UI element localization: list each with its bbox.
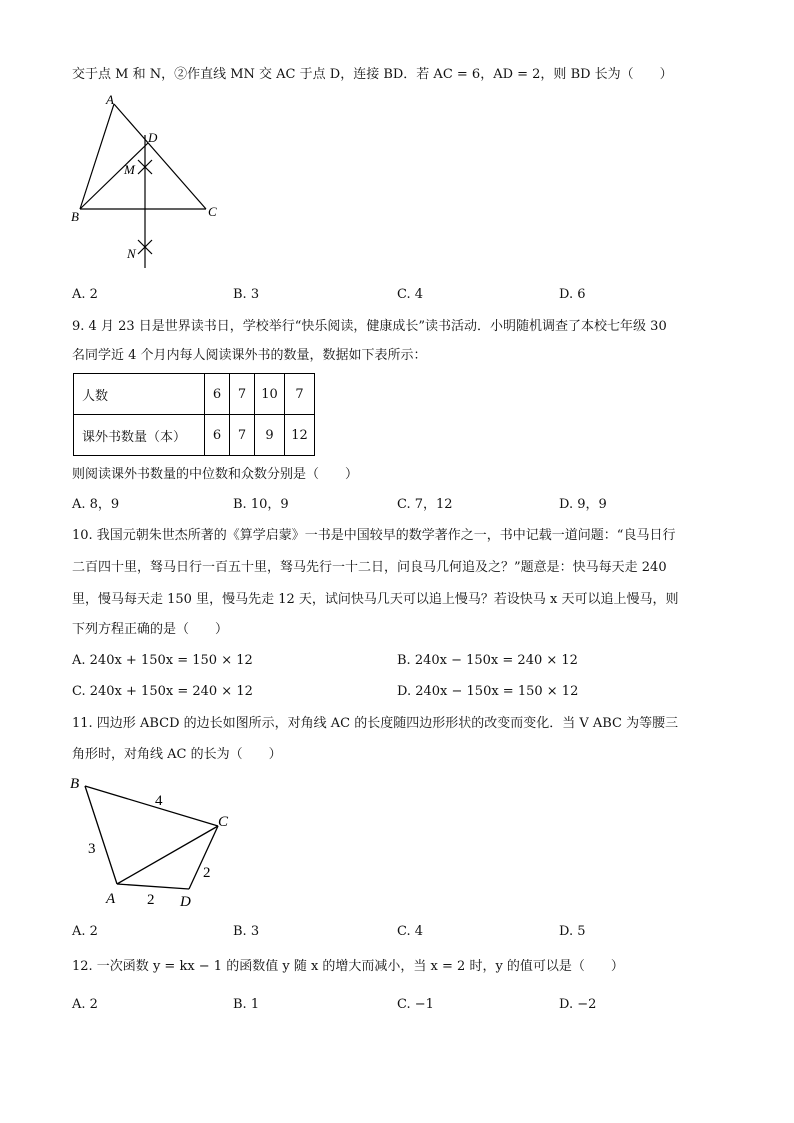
q8-option-c: C. 4 — [397, 287, 424, 302]
label-c: C — [208, 204, 217, 219]
length-ab: 3 — [88, 841, 96, 857]
table-row — [74, 374, 315, 415]
segment-ac — [114, 104, 206, 209]
label-b: B — [70, 776, 80, 792]
q11-option-d: D. 5 — [559, 924, 586, 939]
q8-option-b: B. 3 — [233, 287, 260, 302]
q8-triangle-figure — [60, 90, 240, 275]
q10-option-a: A. 240x + 150x = 150 × 12 — [72, 653, 253, 668]
table-row — [74, 415, 315, 456]
q11-line1: 11. 四边形 ABCD 的边长如图所示，对角线 AC 的长度随四边形形状的改变而变化．当 V ABC 为等腰三 — [72, 716, 679, 731]
label-d: D — [148, 130, 158, 145]
table-cell: 10 — [255, 374, 285, 415]
table-cell: 7 — [230, 374, 255, 415]
q10-line4: 下列方程正确的是（ ） — [72, 622, 229, 637]
q9-stem-line1: 9. 4 月 23 日是世界读书日，学校举行“快乐阅读，健康成长”读书活动．小明随机调查了本校七年级 30 — [72, 319, 667, 334]
q11-option-a: A. 2 — [72, 924, 98, 939]
label-b: B — [71, 209, 79, 224]
q10-option-c: C. 240x + 150x = 240 × 12 — [72, 684, 253, 699]
q8-option-d: D. 6 — [559, 287, 586, 302]
label-m: M — [124, 162, 135, 177]
q12-stem: 12. 一次函数 y = kx − 1 的函数值 y 随 x 的增大而减小，当 x = 2 时，y 的值可以是（ ） — [72, 959, 624, 974]
q12-option-b: B. 1 — [233, 997, 260, 1012]
length-ad: 2 — [147, 892, 155, 908]
reading-data-table — [73, 373, 315, 456]
segment-bc — [85, 786, 218, 826]
label-a: A — [106, 891, 116, 907]
q11-option-b: B. 3 — [233, 924, 260, 939]
q12-option-d: D. −2 — [559, 997, 597, 1012]
q9-option-d: D. 9，9 — [559, 497, 607, 512]
q9-option-a: A. 8，9 — [72, 497, 120, 512]
q9-question: 则阅读课外书数量的中位数和众数分别是（ ） — [72, 467, 359, 482]
q10-line2: 二百四十里，驽马日行一百五十里，驽马先行一十二日，问良马几何追及之？”题意是：快马每天走 240 — [72, 560, 667, 575]
q12-option-a: A. 2 — [72, 997, 98, 1012]
q10-line3: 里，慢马每天走 150 里，慢马先走 12 天，试问快马几天可以追上慢马？若设快马 x 天可以追上慢马，则 — [72, 592, 679, 607]
q10-option-b: B. 240x − 150x = 240 × 12 — [397, 653, 578, 668]
q11-quadrilateral-figure — [62, 770, 252, 915]
q12-option-c: C. −1 — [397, 997, 434, 1012]
label-c: C — [218, 814, 229, 830]
label-a: A — [106, 92, 114, 107]
table-cell: 12 — [285, 415, 315, 456]
table-cell: 6 — [205, 374, 230, 415]
table-cell: 7 — [285, 374, 315, 415]
length-bc: 4 — [155, 793, 163, 809]
table-cell: 6 — [205, 415, 230, 456]
table-cell: 9 — [255, 415, 285, 456]
length-cd: 2 — [203, 865, 211, 881]
table-cell: 人数 — [74, 374, 205, 415]
q10-option-d: D. 240x − 150x = 150 × 12 — [397, 684, 579, 699]
label-n: N — [127, 246, 136, 261]
segment-da — [117, 884, 189, 889]
q10-line1: 10. 我国元朝朱世杰所著的《算学启蒙》一书是中国较早的数学著作之一，书中记载一道问题：“良马日行 — [72, 528, 676, 543]
table-cell: 7 — [230, 415, 255, 456]
q9-stem-line2: 名同学近 4 个月内每人阅读课外书的数量，数据如下表所示： — [72, 348, 427, 363]
q9-option-c: C. 7，12 — [397, 497, 453, 512]
q8-option-a: A. 2 — [72, 287, 98, 302]
segment-ab — [85, 786, 117, 884]
label-d: D — [180, 894, 191, 910]
q9-option-b: B. 10，9 — [233, 497, 289, 512]
table-cell: 课外书数量（本） — [74, 415, 205, 456]
q11-line2: 角形时，对角线 AC 的长为（ ） — [72, 747, 282, 762]
q8-stem: 交于点 M 和 N，②作直线 MN 交 AC 于点 D，连接 BD．若 AC = 6，AD = 2，则 BD 长为（ ） — [72, 67, 673, 82]
q11-option-c: C. 4 — [397, 924, 424, 939]
